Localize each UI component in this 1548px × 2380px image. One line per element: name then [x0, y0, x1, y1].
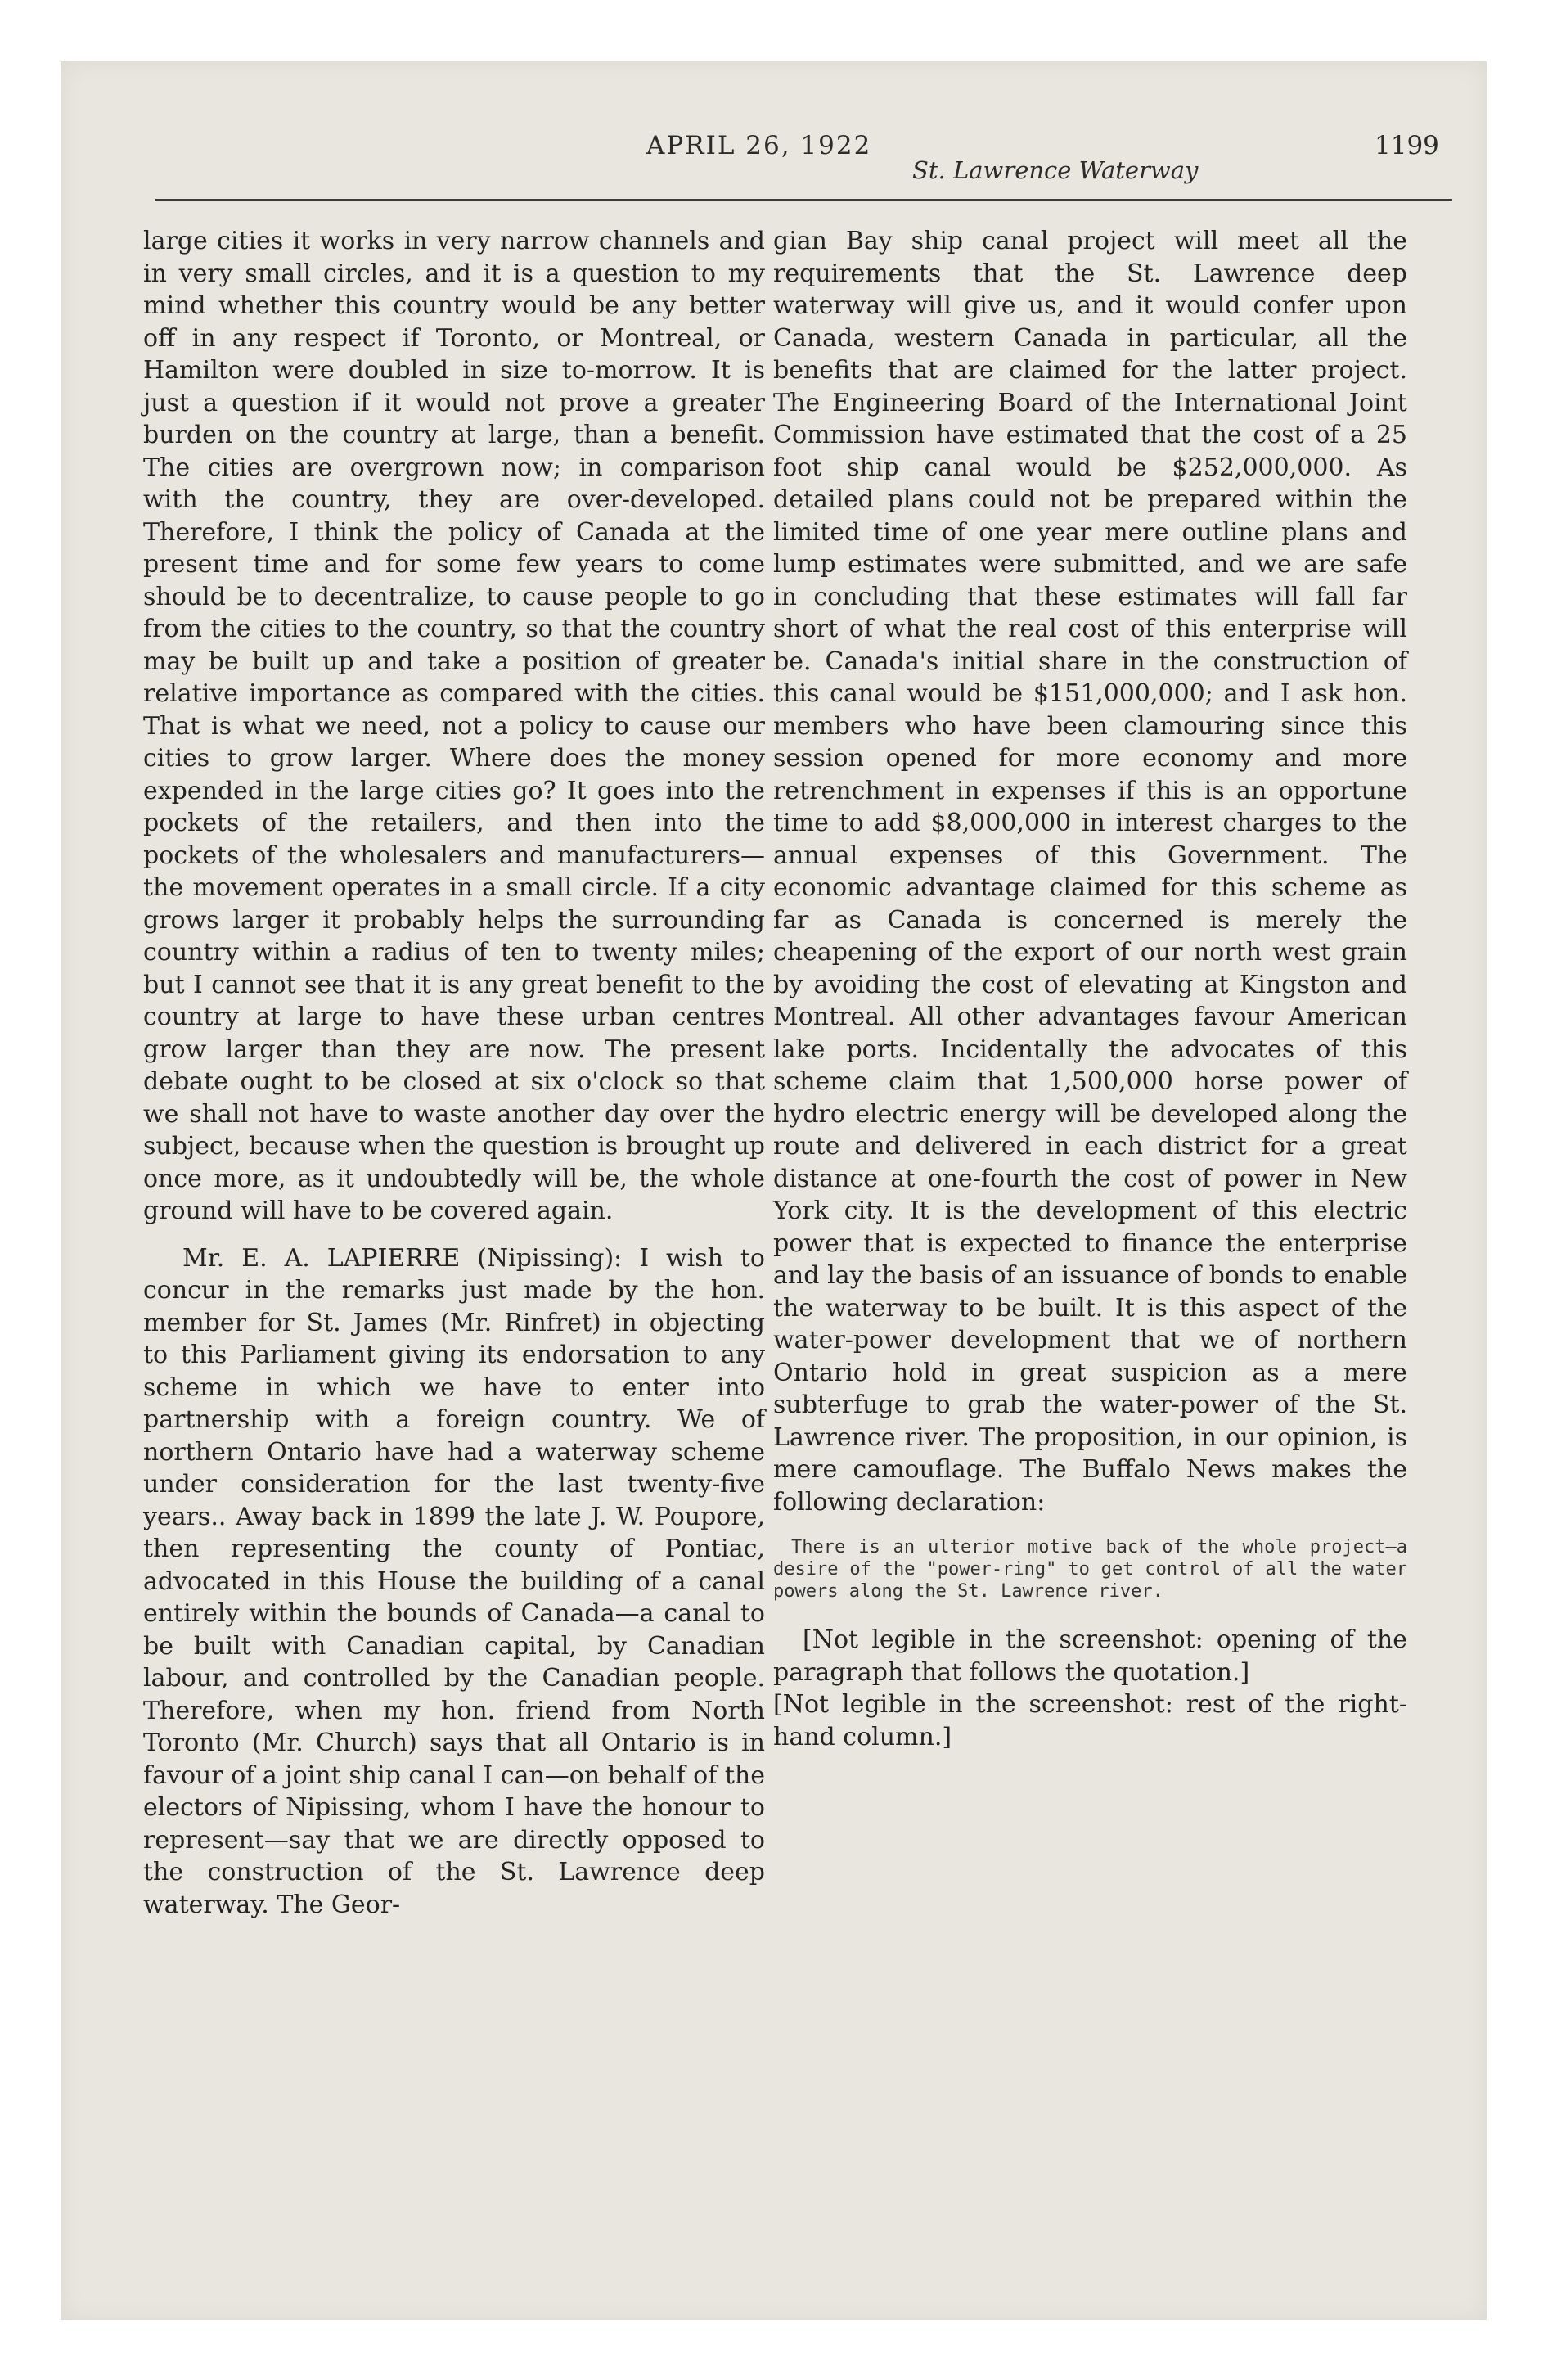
- left-column: [143, 225, 765, 1921]
- page-header: [61, 131, 1487, 188]
- left-paragraph-2-speech: Mr. E. A. LAPIERRE (Nipissing): I wish to concur in the remarks just made by the hon. member for St. James (Mr. Rinfret) in objecting to this Parliament giving its endorsation to any scheme in which we have to enter into partnership with a foreign country. We of northern Ontario have had a waterway scheme under consideration for the last twenty-five years.. Away back in 1899 the late J. W. Poupore, then representing the county of Pontiac, advocated in this House the building of a canal entirely within the bounds of Canada—a canal to be built with Canadian capital, by Canadian labour, and controlled by the Canadian people. Therefore, when my hon. friend from North Toronto (Mr. Church) says that all Ontario is in favour of a joint ship canal I can—on behalf of the electors of Nipissing, whom I have the honour to represent—say that we are directly opposed to the construction of the St. Lawrence deep waterway. The Geor-: [143, 1243, 765, 1919]
- document-page: [61, 61, 1487, 2320]
- right-column: [773, 225, 1407, 1753]
- left-paragraph-1: large cities it works in very narrow channels and in very small circles, and it is a question to my mind whether this country would be any better off in any respect if Toronto, or Montreal, or Hamilton were doubled in size to-morrow. It is just a question if it would not prove a greater burden on the country at large, than a benefit. The cities are overgrown now; in comparison with the country, they are over-developed. Therefore, I think the policy of Canada at the present time and for some few years to come should be to decentralize, to cause people to go from the cities to the country, so that the country may be built up and take a position of greater relative importance as compared with the cities. That is what we need, not a policy to cause our cities to grow larger. Where does the money expended in the large cities go? It goes into the pockets of the retailers, and then into the pockets of the wholesalers and manufacturers—the movement operates in a small circle. If a city grows larger it probably helps the surrounding country within a radius of ten to twenty miles; but I cannot see that it is any great benefit to the country at large to have these urban centres grow larger than they are now. The present debate ought to be closed at six o'clock so that we shall not have to waste another day over the subject, because when the question is brought up once more, as it undoubtedly will be, the whole ground will have to be covered again.: [143, 227, 765, 1225]
- header-date: APRIL 26, 1922: [646, 131, 872, 160]
- block-quotation: There is an ulterior motive back of the whole project—a desire of the "power-ring" to get control of all the water powers along the St. Lawrence river.: [773, 1537, 1407, 1602]
- right-paragraph-3: [Not legible in the screenshot: rest of the right-hand column.]: [773, 1690, 1407, 1751]
- header-running-title: St. Lawrence Waterway: [912, 156, 1199, 184]
- header-page-number: 1199: [1375, 131, 1439, 160]
- right-paragraph-2: [Not legible in the screenshot: opening of the paragraph that follows the quotation.]: [773, 1625, 1407, 1687]
- right-paragraph-1: gian Bay ship canal project will meet all the requirements that the St. Lawrence deep waterway will give us, and it would confer upon Canada, western Canada in particular, all the benefits that are claimed for the latter project. The Engineering Board of the International Joint Commission have estimated that the cost of a 25 foot ship canal would be $252,000,000. As detailed plans could not be prepared within the limited time of one year mere outline plans and lump estimates were submitted, and we are safe in concluding that these estimates will fall far short of what the real cost of this enterprise will be. Canada's initial share in the construction of this canal would be $151,000,000; and I ask hon. members who have been clamouring since this session opened for more economy and more retrenchment in expenses if this is an opportune time to add $8,000,000 in interest charges to the annual expenses of this Government. The economic advantage claimed for this scheme as far as Canada is concerned is merely the cheapening of the export of our north west grain by avoiding the cost of elevating at Kingston and Montreal. All other advantages favour American lake ports. Incidentally the advocates of this scheme claim that 1,500,000 horse power of hydro electric energy will be developed along the route and delivered in each district for a great distance at one-fourth the cost of power in New York city. It is the development of this electric power that is expected to finance the enterprise and lay the basis of an issuance of bonds to enable the waterway to be built. It is this aspect of the water-power development that we of northern Ontario hold in great suspicion as a mere subterfuge to grab the water-power of the St. Lawrence river. The proposition, in our opinion, is mere camouflage. The Buffalo News makes the following declaration:: [773, 227, 1407, 1517]
- header-rule: [155, 199, 1452, 201]
